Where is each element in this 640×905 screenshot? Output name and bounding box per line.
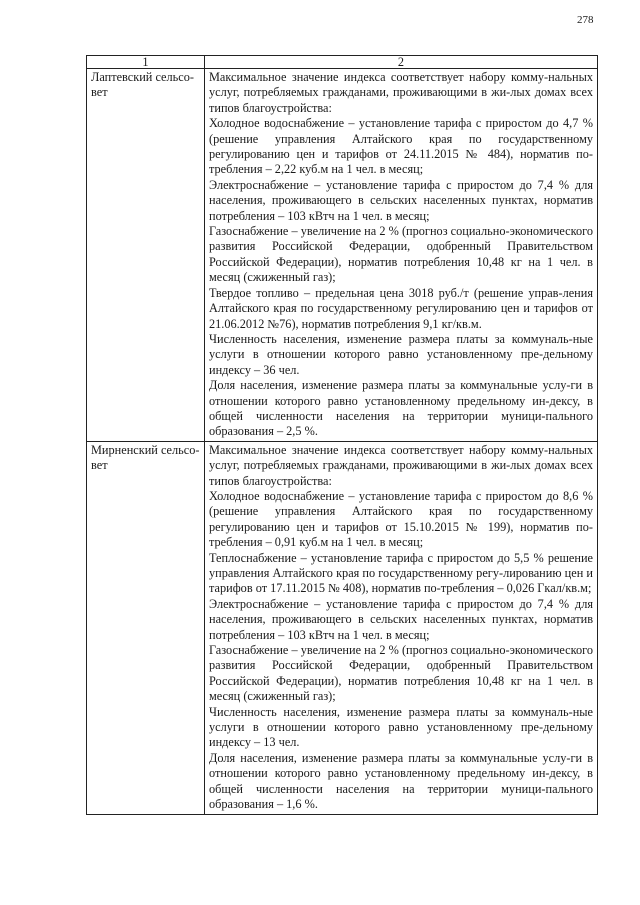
paragraph: Электроснабжение – установление тарифа с приростом до 7,4 % для населения, проживающего в сельских населенных пунктах, норматив потребления – 103 кВтч на 1 чел. в месяц; [209, 177, 593, 223]
column-header: 2 [205, 56, 598, 69]
paragraph: Доля населения, изменение размера платы за коммунальные услу-ги в отношении которого равно установленному предельному ин-дексу, в общей численности населения на территории муници-пального образования – 1,6 %. [209, 750, 593, 812]
table-row [87, 441, 598, 814]
paragraph: Холодное водоснабжение – установление тарифа с приростом до 8,6 % (решение управления Алтайского края по государственному регулированию цен и тарифов от 15.10.2015 № 199), норматив по-требления – 0,91 куб.м на 1 чел. в месяц; [209, 488, 593, 550]
district-description [205, 69, 598, 442]
paragraph: Теплоснабжение – установление тарифа с приростом до 5,5 % решение управления Алтайского края по государственному регу-лированию цен и тарифов от 17.11.2015 № 408), норматив по-требления – 0,026 Гкал/кв.м; [209, 550, 593, 596]
paragraph: Электроснабжение – установление тарифа с приростом до 7,4 % для населения, проживающего в сельских населенных пунктах, норматив потребления – 103 кВтч на 1 чел. в месяц; [209, 596, 593, 642]
district-name: Лаптевский сельсо-вет [87, 69, 205, 442]
paragraph: Твердое топливо – предельная цена 3018 руб./т (решение управ-ления Алтайского края по государственному регулированию цен и тарифов от 21.06.2012 №76), норматив потребления 9,1 кг/кв.м. [209, 285, 593, 331]
district-description [205, 441, 598, 814]
paragraph: Численность населения, изменение размера платы за коммуналь-ные услуги в отношении которого равно установленному пре-дельному индексу – 13 чел. [209, 704, 593, 750]
district-name: Мирненский сельсо-вет [87, 441, 205, 814]
paragraph: Максимальное значение индекса соответствует набору комму-нальных услуг, потребляемых гражданами, проживающими в жи-лых домах всех типов благоустройства: [209, 70, 593, 115]
page-number: 278 [577, 14, 594, 26]
table-row [87, 69, 598, 442]
paragraph: Доля населения, изменение размера платы за коммунальные услу-ги в отношении которого равно установленному предельному ин-дексу, в общей численности населения на территории муници-пального образования – 2,5 %. [209, 378, 593, 439]
column-header: 1 [87, 56, 205, 69]
paragraph: Максимальное значение индекса соответствует набору комму-нальных услуг, потребляемых гражданами, проживающими в жи-лых домах всех типов благоустройства: [209, 442, 593, 488]
paragraph: Численность населения, изменение размера платы за коммуналь-ные услуги в отношении которого равно установленному пре-дельному индексу – 36 чел. [209, 331, 593, 377]
paragraph: Газоснабжение – увеличение на 2 % (прогноз социально-экономического развития Российской Федерации, одобренный Правительством Российской Федерации), норматив потребления 10,48 кг на 1 чел. в месяц (сжиженный газ); [209, 224, 593, 285]
tariff-table [86, 55, 598, 815]
paragraph: Газоснабжение – увеличение на 2 % (прогноз социально-экономического развития Российской Федерации, одобренный Правительством Российской Федерации), норматив потребления 10,48 кг на 1 чел. в месяц (сжиженный газ); [209, 643, 593, 704]
table-header-row [87, 56, 598, 69]
paragraph: Холодное водоснабжение – установление тарифа с приростом до 4,7 % (решение управления Алтайского края по государственному регулированию цен и тарифов от 24.11.2015 № 484), норматив по-требления – 2,22 куб.м на 1 чел. в месяц; [209, 116, 593, 177]
